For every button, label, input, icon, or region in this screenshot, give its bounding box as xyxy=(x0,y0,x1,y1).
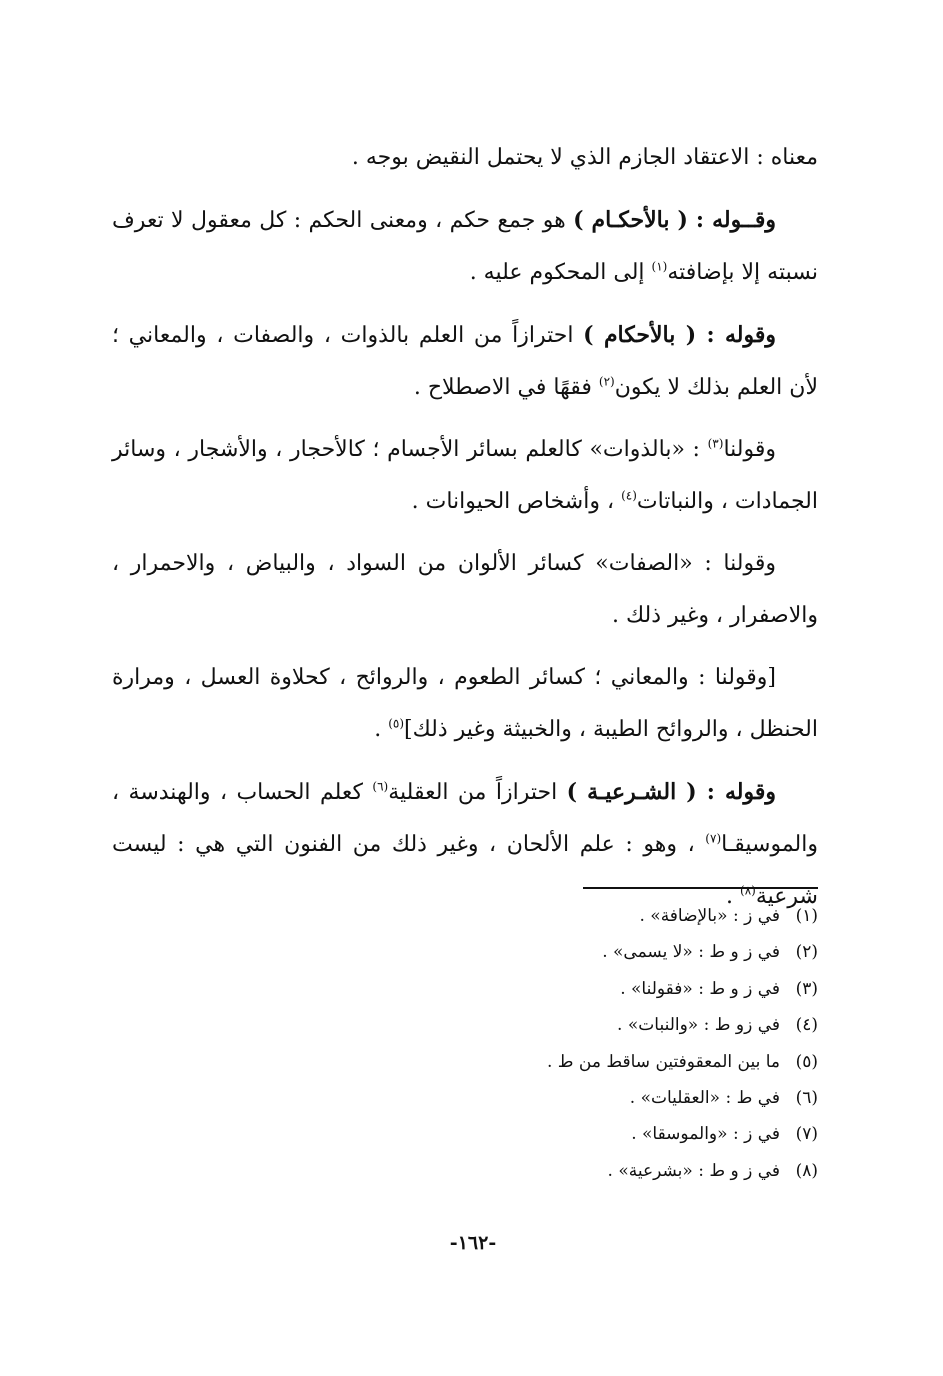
footnote-number: (٣) xyxy=(795,978,818,999)
footnotes xyxy=(480,898,818,1189)
footnote-number: (٢) xyxy=(795,942,818,963)
text-segment: ، وهو : علم الألحان ، وغير ذلك من الفنون التي هي : ليست شرعية xyxy=(112,832,818,909)
footnote-text: في زو ط : «والنبات» . xyxy=(617,1015,780,1036)
bold-term: وقــوله : ( بالأحكـام ) xyxy=(573,207,776,233)
text-segment: كعلم الحساب ، والهندسة ، والموسيقـا xyxy=(112,780,818,857)
paragraph xyxy=(112,132,818,184)
footnote xyxy=(480,1153,818,1189)
footnote-text: ما بين المعقوفتين ساقط من ط . xyxy=(546,1051,780,1072)
text-segment: وقولنا xyxy=(723,437,776,462)
text-segment: . xyxy=(374,717,389,742)
text-segment: . xyxy=(726,884,741,909)
footnote-text: في ز و ط : «فقولنا» . xyxy=(620,978,780,999)
footnote-number: (٤) xyxy=(795,1015,818,1036)
footnote xyxy=(480,971,818,1007)
paragraph xyxy=(112,424,818,528)
footnote-marker: (٥) xyxy=(388,716,405,731)
footnote-number: (١) xyxy=(795,906,818,926)
page-number: -١٦٢- xyxy=(449,1232,497,1254)
footnote xyxy=(480,1080,818,1116)
text-segment: ، وأشخاص الحيوانات . xyxy=(411,489,622,514)
footnote-text: في ز و ط : «بشرعية» . xyxy=(607,1160,780,1181)
text-segment: : «بالذوات» كالعلم بسائر الأجسام ؛ كالأحجار ، والأشجار ، وسائر الجمادات ، والنباتات xyxy=(112,437,818,514)
footnote-marker: (٤) xyxy=(621,488,637,503)
footnote-number: (٨) xyxy=(795,1160,818,1181)
footnote-marker: (٢) xyxy=(598,374,615,389)
main-text xyxy=(112,132,818,933)
text-segment: إلى المحكوم عليه . xyxy=(469,260,652,285)
text-segment: احترازاً من العلم بالذوات ، والصفات ، والمعاني ؛ لأن العلم بذلك لا يكون xyxy=(112,323,818,400)
footnote-marker: (١) xyxy=(651,259,668,274)
footnote-marker: (٨) xyxy=(740,883,756,898)
bold-term: وقوله : ( الشـرعيـة ) xyxy=(566,779,776,805)
footnote-text: في ط : «العقليات» . xyxy=(629,1088,780,1109)
footnote-number: (٥) xyxy=(795,1051,818,1072)
paragraph xyxy=(112,538,818,642)
footnote-marker: (٦) xyxy=(372,779,389,794)
text-segment: احترازاً من العقلية xyxy=(388,780,567,805)
text-segment: هو جمع حكم ، ومعنى الحكم : كل معقول لا تعرف نسبته إلا بإضافته xyxy=(112,208,818,285)
text-segment: معناه : الاعتقاد الجازم الذي لا يحتمل النقيض بوجه . xyxy=(351,145,818,170)
footnote-text: في ز : «بالإضافة» . xyxy=(639,906,780,926)
footnote-text: في ز : «والموسقا» . xyxy=(631,1124,780,1145)
footnote xyxy=(480,898,818,934)
text-segment: فقهًا في الاصطلاح . xyxy=(413,375,599,400)
text-segment: [وقولنا : والمعاني ؛ كسائر الطعوم ، والروائح ، كحلاوة العسل ، ومرارة الحنظل ، والروائح الطيبة ، والخبيثة وغير ذلك] xyxy=(112,665,818,742)
footnote-number: (٦) xyxy=(795,1088,818,1109)
footnote-separator xyxy=(583,887,818,889)
paragraph xyxy=(112,194,818,299)
footnote-marker: (٧) xyxy=(705,831,722,846)
footnote-text: في ز و ط : «لا يسمى» . xyxy=(602,942,780,963)
footnote xyxy=(480,1044,818,1080)
footnote-number: (٧) xyxy=(795,1124,818,1145)
footnote xyxy=(480,934,818,970)
footnote-marker: (٣) xyxy=(707,436,724,451)
paragraph xyxy=(112,309,818,414)
footnote xyxy=(480,1007,818,1043)
paragraph xyxy=(112,652,818,756)
bold-term: وقوله : ( بالأحكام ) xyxy=(583,322,776,348)
text-segment: وقولنا : «الصفات» كسائر الألوان من السواد ، والبياض ، والاحمرار ، والاصفرار ، وغير ذلك . xyxy=(112,551,818,628)
footnote xyxy=(480,1116,818,1152)
